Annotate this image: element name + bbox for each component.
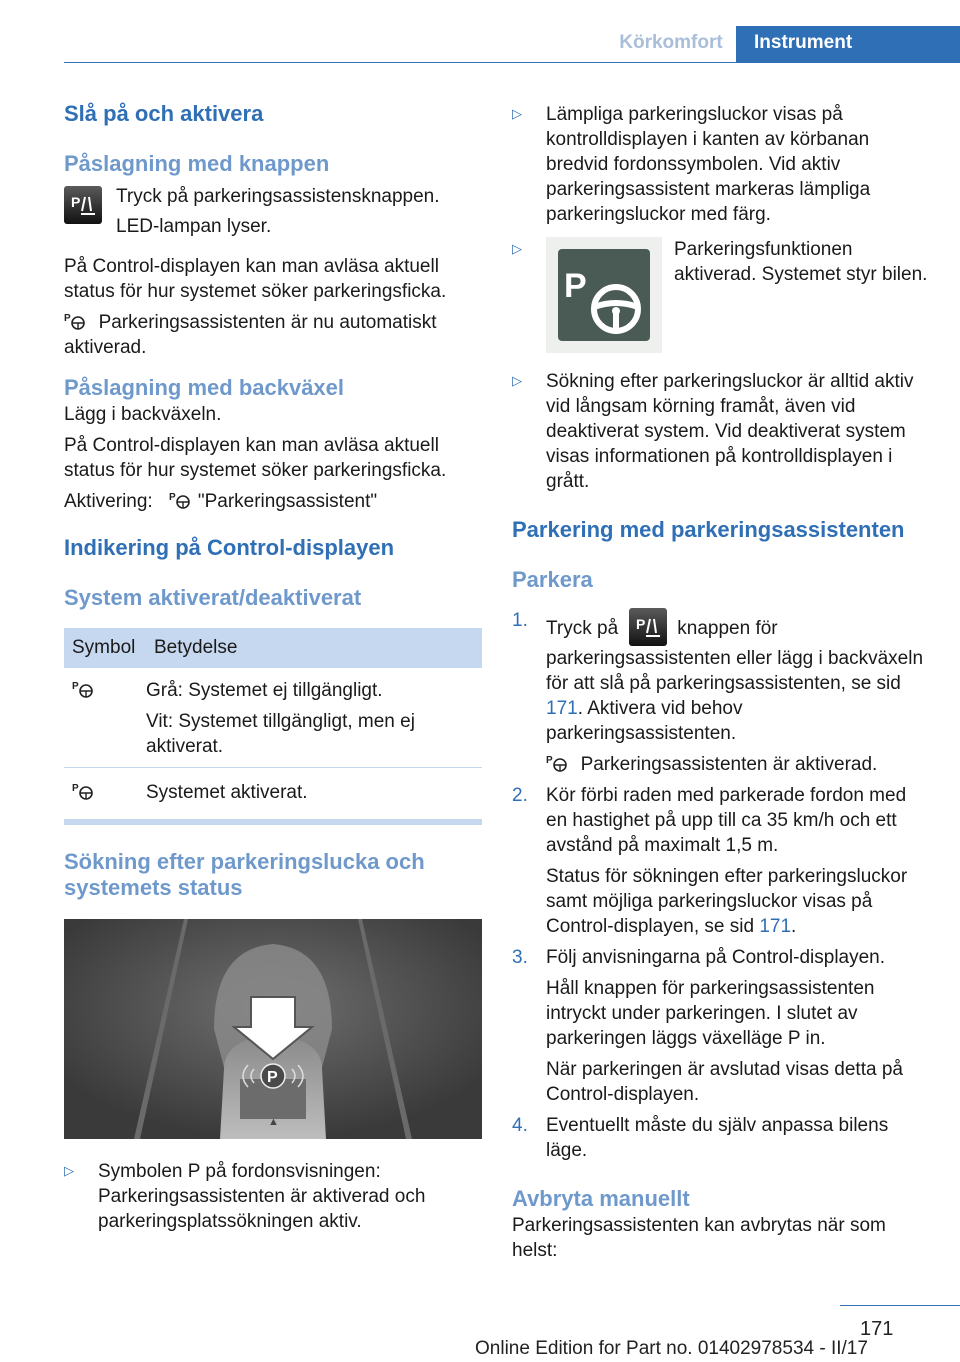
table-cell-white: Vit: Systemet tillgängligt, men ej aktiverat.: [146, 711, 415, 757]
svg-text:P: P: [546, 755, 553, 766]
bullet-triangle-icon: ▷: [512, 373, 522, 388]
heading-status: System aktiverat/deaktiverat: [64, 585, 362, 610]
svg-text:P: P: [72, 783, 79, 794]
heading-indication: Indikering på Control-displayen: [64, 535, 395, 560]
page-ref-link[interactable]: 171: [759, 916, 792, 937]
edition-text: Online Edition for Part no. 01402978534 - II/17: [475, 1338, 868, 1359]
heading-activate: Slå på och aktivera: [64, 101, 264, 126]
table-row: [64, 668, 482, 768]
list-item: ▷ Lämpliga parkeringsluckor visas på kontrolldisplayen i kanten av körbanan bredvid fordonssymbolen. Vid aktiv parkeringsassistent markeras lämpliga parkeringsluckor med färg.: [512, 104, 871, 225]
reverse-text: Lägg i backväxeln.: [64, 404, 222, 425]
tab-instrument[interactable]: Instrument: [736, 26, 960, 62]
left-column: [64, 96, 482, 1234]
cancel-text: Parkeringsassistenten kan avbrytas när som helst:: [512, 1215, 886, 1261]
press-text: Tryck på parkeringsassistensknappen.: [116, 186, 440, 207]
tab-korkomfort[interactable]: Körkomfort: [619, 32, 723, 53]
svg-text:P: P: [72, 681, 79, 692]
footer-rule: [840, 1305, 960, 1306]
heading-park: Parkera: [512, 567, 593, 592]
table-cell-active: Systemet aktiverat.: [146, 782, 308, 803]
symbol-table: [64, 628, 482, 819]
header-rule: [64, 62, 960, 63]
svg-text:▲: ▲: [268, 1116, 279, 1128]
bullet-triangle-icon: ▷: [512, 106, 522, 121]
list-item: ▷ Symbolen P på fordonsvisningen: Parkeringsassistenten är aktiverad och parkeringsplatssökningen aktiv.: [64, 1161, 426, 1232]
svg-text:P: P: [564, 267, 587, 305]
auto-activated-text: P Parkeringsassistenten är nu automatiskt aktiverad.: [64, 312, 437, 358]
right-column: [512, 102, 932, 1263]
table-row: [64, 768, 482, 820]
svg-text:P: P: [267, 1069, 278, 1086]
list-item-step-3: 3. Följ anvisningarna på Control-displayen. Håll knappen för parkeringsassistenten intryckt under parkeringen. I slutet av parkeringen läggs växelläge P in. När parkeringen är avslutad visas detta på Control-displayen.: [512, 947, 903, 1105]
table-bottom-rule: [64, 819, 482, 825]
page-ref-link[interactable]: 171: [546, 698, 578, 719]
table-cell-gray: Grå: Systemet ej tillgängligt.: [146, 680, 383, 701]
step-1-note: P Parkeringsassistenten är aktiverad.: [546, 754, 878, 775]
parking-steering-icon: [546, 237, 662, 353]
activation-text: Aktivering: P "Parkeringsassistent": [64, 491, 378, 512]
led-text: LED-lampan lyser.: [116, 216, 272, 237]
svg-text:P: P: [71, 194, 81, 210]
parking-assist-button-icon: [64, 186, 102, 224]
control-display-text: På Control-displayen kan man avläsa aktuell status för hur systemet söker parkeringsficka.: [64, 256, 447, 302]
parking-assist-status-icon: [64, 311, 88, 331]
heading-parking: Parkering med parkeringsassistenten: [512, 517, 905, 542]
parking-assist-active-icon: [72, 781, 96, 801]
parking-assist-status-icon: [72, 679, 96, 699]
list-item-step-2: 2. Kör förbi raden med parkerade fordon med en hastighet på upp till ca 35 km/h och ett avstånd på maximalt 1,5 m. Status för sökningen efter parkeringsluckor samt möjliga parkeringsluckor visas på Control-displayen, se sid 171.: [512, 785, 908, 937]
parking-assist-status-icon: [169, 490, 193, 510]
svg-text:P: P: [64, 313, 71, 324]
heading-button: Påslagning med knappen: [64, 151, 330, 176]
control-display-text-2: På Control-displayen kan man avläsa aktuell status för hur systemet söker parkeringsficka.: [64, 435, 447, 481]
table-header-meaning: Betydelse: [146, 628, 482, 668]
table-header-symbol: Symbol: [64, 628, 146, 668]
list-item: ▷ Sökning efter parkeringsluckor är alltid aktiv vid långsam körning framåt, även vid deaktiverat system. Vid deaktiverat system visas informationen på kontrolldisplayen i grått.: [512, 371, 914, 492]
heading-cancel: Avbryta manuellt: [512, 1186, 690, 1211]
list-item-step-1: 1. Tryck på P knappen för parkeringsassistenten eller lägg i backväxeln för att slå på parkeringsassistenten, se sid 171. Aktivera vid behov parkeringsassistenten. P Parkeringsassistenten är aktiverad.: [512, 608, 932, 777]
list-item: ▷ P Parkeringsfunktionen aktiverad. Systemet styr bilen.: [512, 237, 932, 353]
list-item-step-4: 4. Eventuellt måste du själv anpassa bilens läge.: [512, 1115, 889, 1161]
heading-search: Sökning efter parkeringslucka och systemets status: [64, 849, 425, 900]
button-instruction: [64, 184, 482, 246]
parking-assist-button-icon: [629, 608, 667, 646]
svg-text:P: P: [635, 616, 646, 632]
bullet-triangle-icon: ▷: [512, 241, 522, 256]
svg-text:P: P: [168, 492, 176, 503]
parking-assist-status-icon: [546, 753, 570, 773]
heading-reverse: Påslagning med backväxel: [64, 375, 345, 400]
bullet-triangle-icon: ▷: [64, 1163, 74, 1178]
parking-search-illustration: [64, 919, 482, 1139]
page-number: 171: [860, 1318, 894, 1340]
